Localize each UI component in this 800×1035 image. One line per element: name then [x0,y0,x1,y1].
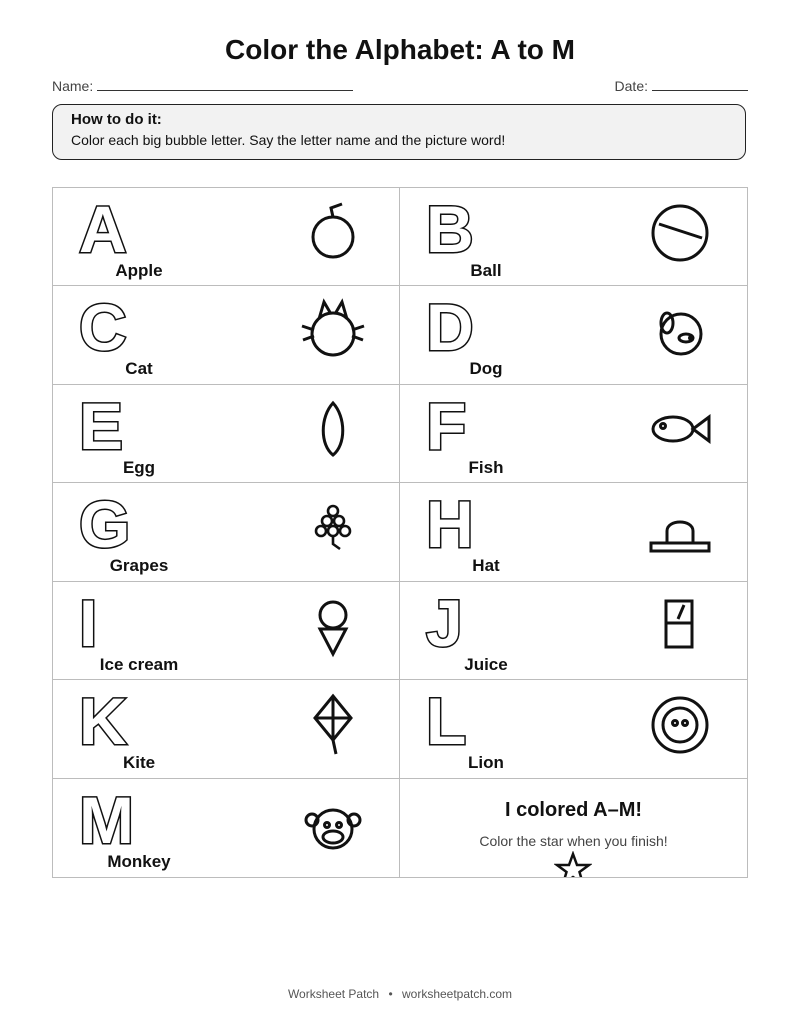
apple-icon [298,200,368,270]
letter-cell-l [400,680,747,778]
name-field[interactable] [52,78,353,94]
picture-word-c: Cat [125,359,153,379]
bubble-letter-e[interactable]: E [79,388,124,463]
footer-separator: • [388,987,393,1001]
kite-icon [298,692,368,762]
alphabet-grid [52,187,748,878]
bubble-letter-m[interactable]: M [79,782,134,857]
juice-icon [645,594,715,664]
instructions-heading: How to do it: [71,111,162,128]
dog-icon [645,298,715,368]
cat-icon [298,298,368,368]
picture-word-i: Ice cream [99,654,179,674]
picture-word-h: Hat [472,556,500,576]
letter-cell-g [53,483,400,581]
picture-word-e: Egg [122,457,156,477]
letter-cell-j [400,582,747,680]
bubble-letter-l[interactable]: L [426,684,467,759]
picture-word-k: Kite [122,753,156,773]
bubble-letter-d[interactable]: D [426,290,474,365]
picture-word-d: Dog [469,359,503,379]
letter-cell-b [400,188,747,286]
picture-word-l: Lion [468,753,504,773]
bubble-letter-j[interactable]: J [426,585,463,660]
picture-word-g: Grapes [109,556,169,576]
bubble-letter-i[interactable]: I [79,585,98,660]
completion-subtitle: Color the star when you finish! [479,832,668,849]
completion-cell [400,779,747,877]
date-blank[interactable] [652,78,748,91]
bubble-letter-g[interactable]: G [79,487,131,562]
bubble-letter-k[interactable]: K [79,684,127,759]
picture-word-m: Monkey [107,851,171,871]
bubble-letter-c[interactable]: C [79,290,127,365]
bubble-letter-f[interactable]: F [426,388,467,463]
letter-cell-h [400,483,747,581]
fish-icon [645,397,715,467]
letter-cell-k [53,680,400,778]
name-label: Name: [52,78,94,94]
bubble-letter-a[interactable]: A [79,192,127,266]
letter-cell-i [53,582,400,680]
footer [0,987,800,1001]
letter-cell-m [53,779,400,877]
picture-word-a: Apple [115,261,163,280]
ball-icon [645,200,715,270]
footer-brand: Worksheet Patch [287,987,380,1001]
picture-word-b: Ball [470,261,502,280]
hat-icon [645,495,715,565]
picture-word-f: Fish [468,457,504,477]
letter-cell-a [53,188,400,286]
bubble-letter-b[interactable]: B [426,192,474,266]
footer-site: worksheetpatch.com [401,987,513,1001]
name-blank[interactable] [97,78,353,91]
letter-cell-f [400,385,747,483]
instructions-box [52,104,746,160]
letter-cell-d [400,286,747,384]
letter-cell-c [53,286,400,384]
lion-icon [645,692,715,762]
completion-title: I colored A–M! [504,798,643,821]
letter-cell-e [53,385,400,483]
monkey-icon [298,791,368,861]
date-label: Date: [614,78,648,94]
star-icon[interactable] [554,851,592,877]
ice-cream-icon [298,594,368,664]
page-title: Color the Alphabet: A to M [225,34,575,65]
grapes-icon [298,495,368,565]
instructions-body: Color each big bubble letter. Say the letter name and the picture word! [71,132,506,148]
date-field[interactable] [615,78,748,94]
egg-icon [298,397,368,467]
picture-word-j: Juice [464,654,508,674]
bubble-letter-h[interactable]: H [426,487,474,562]
